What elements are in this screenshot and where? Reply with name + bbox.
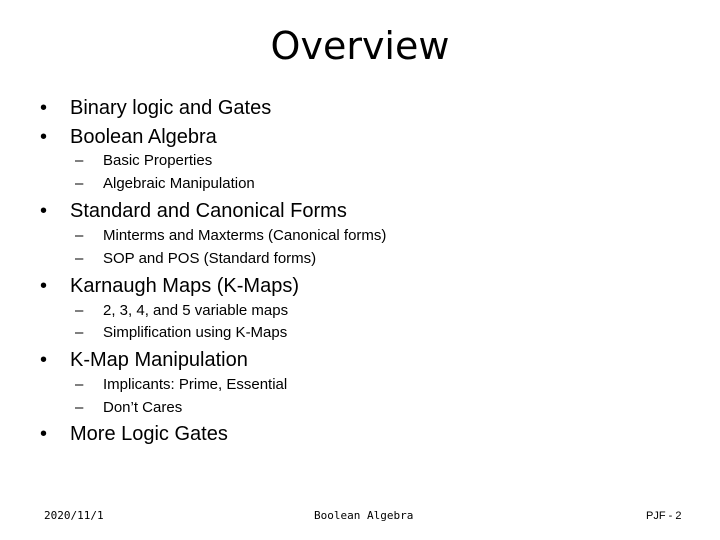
sub-bullet-item — [75, 174, 255, 194]
bullet-marker: • — [40, 349, 48, 371]
sub-bullet-marker: – — [75, 324, 84, 341]
sub-bullet-marker: – — [75, 376, 84, 393]
slide-title: Overview — [270, 24, 450, 68]
bullet-item — [40, 421, 228, 447]
sub-bullet-item — [75, 398, 183, 418]
sub-bullet-item — [75, 249, 317, 269]
sub-bullet-marker: – — [75, 152, 84, 169]
bullet-marker: • — [40, 200, 48, 222]
sub-bullet-text: Algebraic Manipulation — [103, 175, 255, 192]
sub-bullet-marker: – — [75, 302, 84, 319]
bullet-text: Binary logic and Gates — [70, 97, 272, 119]
bullet-text: More Logic Gates — [70, 423, 228, 445]
sub-bullet-item — [75, 151, 213, 171]
sub-bullet-text: Minterms and Maxterms (Canonical forms) — [103, 227, 387, 244]
sub-bullet-marker: – — [75, 399, 84, 416]
bullet-item — [40, 124, 217, 150]
footer-date: 2020/11/1 — [44, 509, 104, 522]
bullet-item — [40, 273, 299, 299]
sub-bullet-text: Basic Properties — [103, 152, 213, 169]
bullet-item — [40, 198, 347, 224]
sub-bullet-text: Simplification using K-Maps — [103, 324, 288, 341]
bullet-text: Standard and Canonical Forms — [70, 200, 347, 222]
bullet-item — [40, 95, 272, 121]
sub-bullet-item — [75, 226, 387, 246]
sub-bullet-text: 2, 3, 4, and 5 variable maps — [103, 302, 289, 319]
bullet-text: Karnaugh Maps (K-Maps) — [70, 275, 299, 297]
bullet-marker: • — [40, 97, 48, 119]
bullet-text: K-Map Manipulation — [70, 349, 248, 371]
sub-bullet-marker: – — [75, 227, 84, 244]
sub-bullet-item — [75, 301, 289, 321]
bullet-marker: • — [40, 126, 48, 148]
sub-bullet-item — [75, 375, 288, 395]
sub-bullet-text: Don’t Cares — [103, 399, 183, 416]
bullet-marker: • — [40, 275, 48, 297]
footer-topic: Boolean Algebra — [314, 509, 414, 522]
bullet-item — [40, 347, 248, 373]
bullet-marker: • — [40, 423, 48, 445]
sub-bullet-item — [75, 323, 288, 343]
footer-page-number: PJF - 2 — [646, 510, 682, 522]
sub-bullet-text: Implicants: Prime, Essential — [103, 376, 288, 393]
bullet-text: Boolean Algebra — [70, 126, 217, 148]
sub-bullet-marker: – — [75, 175, 84, 192]
sub-bullet-marker: – — [75, 250, 84, 267]
sub-bullet-text: SOP and POS (Standard forms) — [103, 250, 317, 267]
